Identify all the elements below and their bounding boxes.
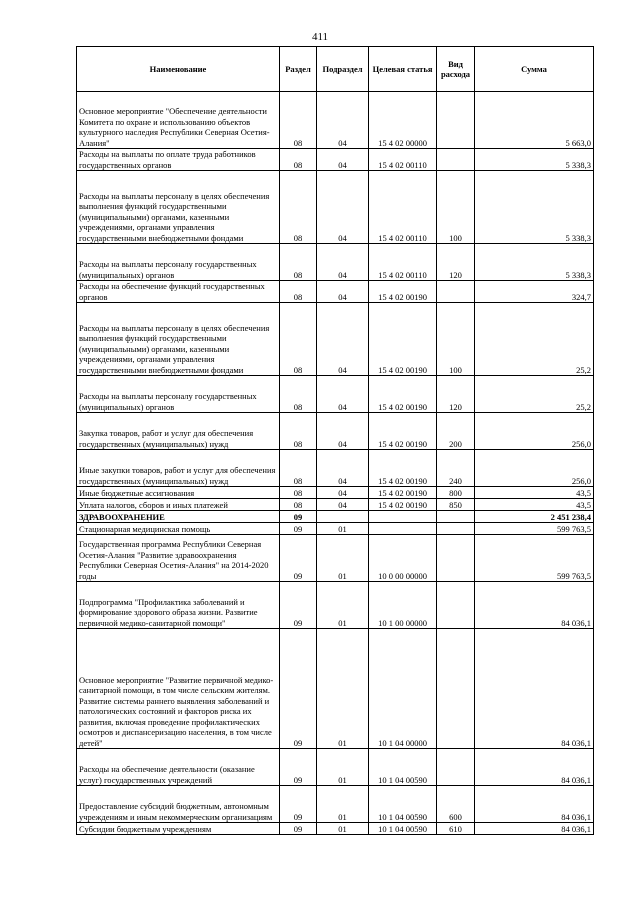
- cell-summa: 5 338,3: [475, 149, 594, 171]
- cell-summa: 84 036,1: [475, 582, 594, 629]
- cell-name: Расходы на выплаты персоналу в целях обеспечения выполнения функций государственными (муниципальными) органами, казенными учреждениями, органами управления государственными внебюджетными фондами: [77, 303, 280, 376]
- cell-vid: 600: [437, 786, 475, 823]
- cell-razdel: 08: [280, 149, 317, 171]
- cell-summa: 5 663,0: [475, 92, 594, 149]
- cell-summa: 84 036,1: [475, 749, 594, 786]
- cell-razdel: 09: [280, 523, 317, 535]
- cell-razdel: 08: [280, 376, 317, 413]
- cell-razdel: 08: [280, 171, 317, 244]
- cell-summa: 5 338,3: [475, 244, 594, 281]
- cell-razdel: 08: [280, 413, 317, 450]
- cell-statya: 15 4 02 00190: [369, 281, 437, 303]
- cell-podrazdel: 04: [317, 487, 369, 499]
- header-podrazdel: Подраздел: [317, 47, 369, 92]
- cell-vid: [437, 629, 475, 749]
- cell-summa: 2 451 238,4: [475, 511, 594, 523]
- table-row: [77, 523, 594, 535]
- cell-name: Подпрограмма "Профилактика заболеваний и формирование здорового образа жизни. Развитие первичной медико-санитарной помощи": [77, 582, 280, 629]
- cell-name: Расходы на выплаты по оплате труда работников государственных органов: [77, 149, 280, 171]
- table-row: [77, 629, 594, 749]
- cell-podrazdel: 04: [317, 450, 369, 487]
- page-number: 411: [311, 31, 329, 43]
- table-row: [77, 244, 594, 281]
- cell-statya: 10 1 00 00000: [369, 582, 437, 629]
- cell-podrazdel: 04: [317, 303, 369, 376]
- cell-razdel: 08: [280, 92, 317, 149]
- cell-podrazdel: 04: [317, 281, 369, 303]
- cell-statya: 10 1 04 00000: [369, 629, 437, 749]
- cell-vid: 240: [437, 450, 475, 487]
- cell-statya: 15 4 02 00190: [369, 487, 437, 499]
- cell-summa: 43,5: [475, 499, 594, 511]
- cell-podrazdel: 01: [317, 523, 369, 535]
- table-row: [77, 487, 594, 499]
- cell-summa: 84 036,1: [475, 823, 594, 835]
- cell-name: ЗДРАВООХРАНЕНИЕ: [77, 511, 280, 523]
- cell-name: Основное мероприятие "Развитие первичной медико-санитарной помощи, в том числе сельским жителям. Развитие системы раннего выявления заболеваний и патологических состояний и факторов риска их развития, включая проведение профилактических осмотров и диспансеризацию населения, в том числе детей": [77, 629, 280, 749]
- cell-summa: 256,0: [475, 450, 594, 487]
- cell-vid: [437, 149, 475, 171]
- cell-vid: 100: [437, 171, 475, 244]
- header-razdel: Раздел: [280, 47, 317, 92]
- cell-razdel: 09: [280, 629, 317, 749]
- table-row: [77, 376, 594, 413]
- cell-razdel: 09: [280, 582, 317, 629]
- table-row: [77, 786, 594, 823]
- cell-podrazdel: 04: [317, 376, 369, 413]
- cell-razdel: 09: [280, 749, 317, 786]
- cell-statya: 10 1 04 00590: [369, 823, 437, 835]
- table-row: [77, 171, 594, 244]
- header-vid: Вид расхода: [437, 47, 475, 92]
- cell-summa: 43,5: [475, 487, 594, 499]
- cell-statya: 15 4 02 00190: [369, 499, 437, 511]
- cell-razdel: 09: [280, 786, 317, 823]
- cell-razdel: 08: [280, 281, 317, 303]
- table-row: [77, 749, 594, 786]
- cell-summa: 84 036,1: [475, 786, 594, 823]
- cell-statya: 15 4 02 00190: [369, 303, 437, 376]
- cell-podrazdel: 04: [317, 149, 369, 171]
- cell-name: Расходы на выплаты персоналу государственных (муниципальных) органов: [77, 244, 280, 281]
- table-body: [77, 92, 594, 835]
- cell-name: Закупка товаров, работ и услуг для обеспечения государственных (муниципальных) нужд: [77, 413, 280, 450]
- cell-statya: 15 4 02 00190: [369, 413, 437, 450]
- cell-name: Государственная программа Республики Северная Осетия-Алания "Развитие здравоохранения Республики Северная Осетия-Алания" на 2014-2020 годы: [77, 535, 280, 582]
- cell-podrazdel: 04: [317, 499, 369, 511]
- cell-statya: [369, 511, 437, 523]
- budget-table: [76, 46, 594, 835]
- cell-vid: [437, 511, 475, 523]
- header-name: Наименование: [77, 47, 280, 92]
- cell-podrazdel: 01: [317, 749, 369, 786]
- table-row: [77, 92, 594, 149]
- cell-vid: 200: [437, 413, 475, 450]
- cell-vid: 850: [437, 499, 475, 511]
- cell-statya: 15 4 02 00110: [369, 244, 437, 281]
- cell-vid: 800: [437, 487, 475, 499]
- cell-podrazdel: 04: [317, 171, 369, 244]
- cell-podrazdel: 01: [317, 823, 369, 835]
- table-row: [77, 511, 594, 523]
- cell-summa: 599 763,5: [475, 523, 594, 535]
- header-summa: Сумма: [475, 47, 594, 92]
- cell-statya: 10 0 00 00000: [369, 535, 437, 582]
- cell-podrazdel: 01: [317, 786, 369, 823]
- cell-statya: 10 1 04 00590: [369, 786, 437, 823]
- cell-summa: 5 338,3: [475, 171, 594, 244]
- cell-statya: 15 4 02 00000: [369, 92, 437, 149]
- cell-razdel: 08: [280, 450, 317, 487]
- cell-statya: 15 4 02 00190: [369, 376, 437, 413]
- cell-name: Стационарная медицинская помощь: [77, 523, 280, 535]
- cell-statya: 15 4 02 00110: [369, 171, 437, 244]
- cell-name: Основное мероприятие "Обеспечение деятельности Комитета по охране и использованию объектов культурного наследия Республики Северная Осетия-Алания": [77, 92, 280, 149]
- cell-name: Иные закупки товаров, работ и услуг для обеспечения государственных (муниципальных) нужд: [77, 450, 280, 487]
- cell-name: Уплата налогов, сборов и иных платежей: [77, 499, 280, 511]
- table-row: [77, 499, 594, 511]
- table-row: [77, 281, 594, 303]
- cell-name: Расходы на выплаты персоналу в целях обеспечения выполнения функций государственными (муниципальными) органами, казенными учреждениями, органами управления государственными внебюджетными фондами: [77, 171, 280, 244]
- cell-podrazdel: 04: [317, 92, 369, 149]
- cell-summa: 599 763,5: [475, 535, 594, 582]
- cell-razdel: 08: [280, 244, 317, 281]
- cell-summa: 84 036,1: [475, 629, 594, 749]
- cell-vid: 100: [437, 303, 475, 376]
- cell-name: Расходы на выплаты персоналу государственных (муниципальных) органов: [77, 376, 280, 413]
- cell-razdel: 09: [280, 535, 317, 582]
- cell-podrazdel: [317, 511, 369, 523]
- cell-podrazdel: 01: [317, 629, 369, 749]
- table-row: [77, 303, 594, 376]
- table-row: [77, 149, 594, 171]
- table-row: [77, 582, 594, 629]
- cell-summa: 256,0: [475, 413, 594, 450]
- cell-razdel: 09: [280, 511, 317, 523]
- cell-vid: [437, 92, 475, 149]
- cell-vid: [437, 582, 475, 629]
- cell-summa: 25,2: [475, 303, 594, 376]
- cell-statya: 15 4 02 00110: [369, 149, 437, 171]
- cell-podrazdel: 04: [317, 413, 369, 450]
- table-row: [77, 823, 594, 835]
- cell-razdel: 08: [280, 499, 317, 511]
- cell-razdel: 08: [280, 487, 317, 499]
- cell-razdel: 09: [280, 823, 317, 835]
- cell-summa: 25,2: [475, 376, 594, 413]
- table-row: [77, 450, 594, 487]
- cell-podrazdel: 04: [317, 244, 369, 281]
- cell-vid: [437, 535, 475, 582]
- cell-podrazdel: 01: [317, 582, 369, 629]
- table-row: [77, 535, 594, 582]
- cell-statya: 15 4 02 00190: [369, 450, 437, 487]
- cell-summa: 324,7: [475, 281, 594, 303]
- cell-vid: 120: [437, 244, 475, 281]
- cell-vid: 610: [437, 823, 475, 835]
- cell-name: Иные бюджетные ассигнования: [77, 487, 280, 499]
- cell-name: Расходы на обеспечение функций государственных органов: [77, 281, 280, 303]
- cell-vid: [437, 281, 475, 303]
- cell-razdel: 08: [280, 303, 317, 376]
- cell-name: Расходы на обеспечение деятельности (оказание услуг) государственных учреждений: [77, 749, 280, 786]
- header-statya: Целевая статья: [369, 47, 437, 92]
- cell-vid: [437, 749, 475, 786]
- table-header-row: [77, 47, 594, 92]
- cell-name: Предоставление субсидий бюджетным, автономным учреждениям и иным некоммерческим организациям: [77, 786, 280, 823]
- cell-podrazdel: 01: [317, 535, 369, 582]
- cell-statya: [369, 523, 437, 535]
- cell-name: Субсидии бюджетным учреждениям: [77, 823, 280, 835]
- table-row: [77, 413, 594, 450]
- cell-vid: 120: [437, 376, 475, 413]
- cell-statya: 10 1 04 00590: [369, 749, 437, 786]
- cell-vid: [437, 523, 475, 535]
